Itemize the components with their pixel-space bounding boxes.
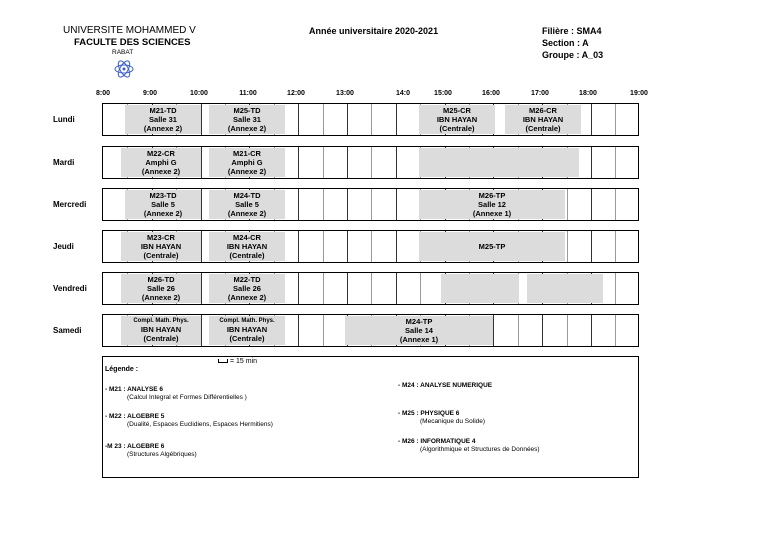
grid-line xyxy=(323,315,324,346)
legend-code: - M26 : INFORMATIQUE 4 xyxy=(398,438,476,445)
session-line: (Centrale) xyxy=(439,124,475,133)
legend-item-m26 xyxy=(398,438,540,454)
grid-line xyxy=(493,315,494,346)
grid-line xyxy=(615,231,616,262)
session-line: IBN HAYAN xyxy=(436,115,478,124)
legend-desc: (Mecanique du Solide) xyxy=(420,418,486,425)
session-line: M21-TD xyxy=(149,106,177,115)
grid-line xyxy=(347,231,348,262)
section-label: Section : A xyxy=(542,38,589,48)
legend-scale-text: = 15 min xyxy=(229,358,257,365)
session-line: (Annexe 2) xyxy=(143,124,183,133)
grid-line xyxy=(591,104,592,135)
session-line: IBN HAYAN xyxy=(140,242,182,251)
time-label: 13:00 xyxy=(336,90,354,97)
session-line: (Centrale) xyxy=(143,334,179,343)
grid-line xyxy=(298,231,299,262)
session-line: (Annexe 2) xyxy=(143,209,183,218)
session-line: IBN HAYAN xyxy=(522,115,564,124)
day-label-vendredi: Vendredi xyxy=(53,284,87,293)
session-line: M22-CR xyxy=(147,149,175,158)
session-block[interactable] xyxy=(209,274,285,303)
session-block[interactable] xyxy=(209,148,285,177)
session-block[interactable] xyxy=(419,105,495,134)
legend-desc: (Algorithmique et Structures de Données) xyxy=(420,446,540,453)
session-line: M26-TD xyxy=(147,275,175,284)
grid-line xyxy=(615,147,616,178)
session-line: (Annexe 1) xyxy=(399,335,439,344)
session-line: Salle 26 xyxy=(147,284,175,293)
grid-line xyxy=(323,231,324,262)
session-line: (Centrale) xyxy=(229,251,265,260)
grid-line xyxy=(323,147,324,178)
grid-line xyxy=(323,273,324,304)
grid-line xyxy=(518,315,519,346)
session-line: IBN HAYAN xyxy=(226,242,268,251)
grid-line xyxy=(396,104,397,135)
session-line: (Annexe 2) xyxy=(227,124,267,133)
time-label: 16:00 xyxy=(482,90,500,97)
session-block[interactable] xyxy=(209,232,285,261)
grid-line xyxy=(323,189,324,220)
time-label: 9:00 xyxy=(142,90,158,97)
grid-line xyxy=(347,104,348,135)
grid-line xyxy=(347,273,348,304)
grid-line xyxy=(371,273,372,304)
legend-desc: (Dualité, Espaces Euclidiens, Espaces Hermitiens) xyxy=(127,421,273,428)
session-block[interactable] xyxy=(209,105,285,134)
time-label: 15:00 xyxy=(434,90,452,97)
grid-line xyxy=(396,189,397,220)
day-row-lundi xyxy=(102,103,639,136)
session-line: M23-TD xyxy=(149,191,177,200)
session-line: M24-TD xyxy=(233,191,261,200)
time-label: 12:00 xyxy=(287,90,305,97)
grid-line xyxy=(298,147,299,178)
session-line: Salle 12 xyxy=(478,200,506,209)
grid-line xyxy=(298,273,299,304)
session-line: M25-TD xyxy=(233,106,261,115)
session-line: (Annexe 1) xyxy=(472,209,512,218)
session-line: (Annexe 2) xyxy=(227,167,267,176)
time-label: 11:00 xyxy=(239,90,257,97)
session-block[interactable] xyxy=(419,148,503,177)
grid-line xyxy=(371,104,372,135)
session-line: M26-CR xyxy=(529,106,557,115)
legend-code: - M21 : ANALYSE 6 xyxy=(105,386,164,393)
grid-line xyxy=(396,147,397,178)
session-line: Compl. Math. Phys. xyxy=(219,318,275,324)
grid-line xyxy=(591,189,592,220)
session-block[interactable] xyxy=(125,105,201,134)
time-label: 17:00 xyxy=(531,90,549,97)
session-line: M23-CR xyxy=(147,233,175,242)
grid-line xyxy=(371,147,372,178)
day-label-mardi: Mardi xyxy=(53,158,75,167)
legend-item-m22 xyxy=(105,413,273,429)
legend-item-m24 xyxy=(398,382,492,390)
session-block[interactable] xyxy=(505,105,581,134)
session-line: Salle 31 xyxy=(149,115,177,124)
grid-line xyxy=(298,189,299,220)
grid-line xyxy=(567,231,568,262)
day-label-lundi: Lundi xyxy=(53,115,75,124)
session-block[interactable] xyxy=(503,148,579,177)
grid-line xyxy=(615,189,616,220)
session-line: Salle 5 xyxy=(235,200,259,209)
grid-line xyxy=(323,104,324,135)
grid-line xyxy=(396,273,397,304)
grid-line xyxy=(298,315,299,346)
session-line: Compl. Math. Phys. xyxy=(133,318,189,324)
grid-line xyxy=(371,189,372,220)
session-block[interactable] xyxy=(419,190,565,219)
session-line: M24-TP xyxy=(405,317,433,326)
grid-line xyxy=(615,104,616,135)
grid-line xyxy=(567,189,568,220)
grid-line xyxy=(591,315,592,346)
grid-line xyxy=(591,147,592,178)
session-block[interactable] xyxy=(419,232,565,261)
grid-line xyxy=(298,104,299,135)
session-block[interactable] xyxy=(527,274,603,303)
session-line: M24-CR xyxy=(233,233,261,242)
session-line: (Centrale) xyxy=(143,251,179,260)
session-line: (Annexe 2) xyxy=(227,293,267,302)
day-row-mercredi xyxy=(102,188,639,221)
day-label-mercredi: Mercredi xyxy=(53,200,87,209)
session-line: Salle 14 xyxy=(405,326,433,335)
legend-item-m23 xyxy=(105,443,197,459)
session-line: Salle 5 xyxy=(151,200,175,209)
session-line: Salle 31 xyxy=(233,115,261,124)
legend-title: Légende : xyxy=(105,366,139,373)
session-line: IBN HAYAN xyxy=(226,325,268,334)
legend-code: -M 23 : ALGEBRE 6 xyxy=(105,443,165,450)
day-row-mardi xyxy=(102,146,639,179)
grid-line xyxy=(542,315,543,346)
session-line: M26-TP xyxy=(478,191,506,200)
grid-line xyxy=(396,231,397,262)
legend-code: - M24 : ANALYSE NUMERIQUE xyxy=(398,382,493,389)
session-line: (Centrale) xyxy=(525,124,561,133)
grid-line xyxy=(347,147,348,178)
session-block[interactable] xyxy=(121,274,201,303)
grid-line xyxy=(615,315,616,346)
day-row-samedi xyxy=(102,314,639,347)
time-label: 18:00 xyxy=(579,90,597,97)
faculty-name: FACULTE DES SCIENCES xyxy=(74,37,191,48)
grid-line xyxy=(591,231,592,262)
session-block[interactable] xyxy=(209,316,285,345)
filiere-label: Filière : SMA4 xyxy=(542,26,602,36)
legend-desc: (Calcul Integral et Formes Différentielles ) xyxy=(127,394,247,401)
session-line: Amphi G xyxy=(231,158,263,167)
university-name: UNIVERSITE MOHAMMED V xyxy=(63,25,196,36)
session-line: M22-TD xyxy=(233,275,261,284)
time-label: 19:00 xyxy=(630,90,648,97)
day-row-jeudi xyxy=(102,230,639,263)
session-line: M21-CR xyxy=(233,149,261,158)
session-block[interactable] xyxy=(209,190,285,219)
university-logo-icon xyxy=(113,59,135,79)
session-line: (Annexe 2) xyxy=(141,167,181,176)
time-label: 10:00 xyxy=(190,90,208,97)
session-line: Salle 26 xyxy=(233,284,261,293)
session-block[interactable] xyxy=(441,274,519,303)
session-line: (Annexe 2) xyxy=(227,209,267,218)
scale-mark-icon xyxy=(218,359,228,363)
session-block[interactable] xyxy=(121,316,201,345)
session-line: M25-TP xyxy=(478,242,506,251)
day-row-vendredi xyxy=(102,272,639,305)
day-label-jeudi: Jeudi xyxy=(53,242,74,251)
grid-line xyxy=(567,315,568,346)
legend-item-m25 xyxy=(398,410,485,426)
legend-desc: (Structures Algébriques) xyxy=(127,451,197,458)
session-block[interactable] xyxy=(125,190,201,219)
legend-scale xyxy=(218,358,257,365)
session-line: M25-CR xyxy=(443,106,471,115)
session-line: (Centrale) xyxy=(229,334,265,343)
grid-line xyxy=(420,273,421,304)
session-block[interactable] xyxy=(121,232,201,261)
grid-line xyxy=(347,189,348,220)
legend-item-m21 xyxy=(105,386,247,402)
legend-code: - M22 : ALGEBRE 5 xyxy=(105,413,165,420)
grid-line xyxy=(371,231,372,262)
session-line: Amphi G xyxy=(145,158,177,167)
academic-year: Année universitaire 2020-2021 xyxy=(309,26,439,36)
groupe-label: Groupe : A_03 xyxy=(542,50,604,60)
session-block[interactable] xyxy=(121,148,201,177)
legend-code: - M25 : PHYSIQUE 6 xyxy=(398,410,460,417)
session-line: (Annexe 2) xyxy=(141,293,181,302)
time-label: 8:00 xyxy=(95,90,111,97)
session-block[interactable] xyxy=(345,316,493,345)
city-name: RABAT xyxy=(112,49,134,56)
legend-box xyxy=(102,356,639,478)
session-line: IBN HAYAN xyxy=(140,325,182,334)
time-label: 14:0 xyxy=(395,90,411,97)
grid-line xyxy=(615,273,616,304)
day-label-samedi: Samedi xyxy=(53,326,82,335)
